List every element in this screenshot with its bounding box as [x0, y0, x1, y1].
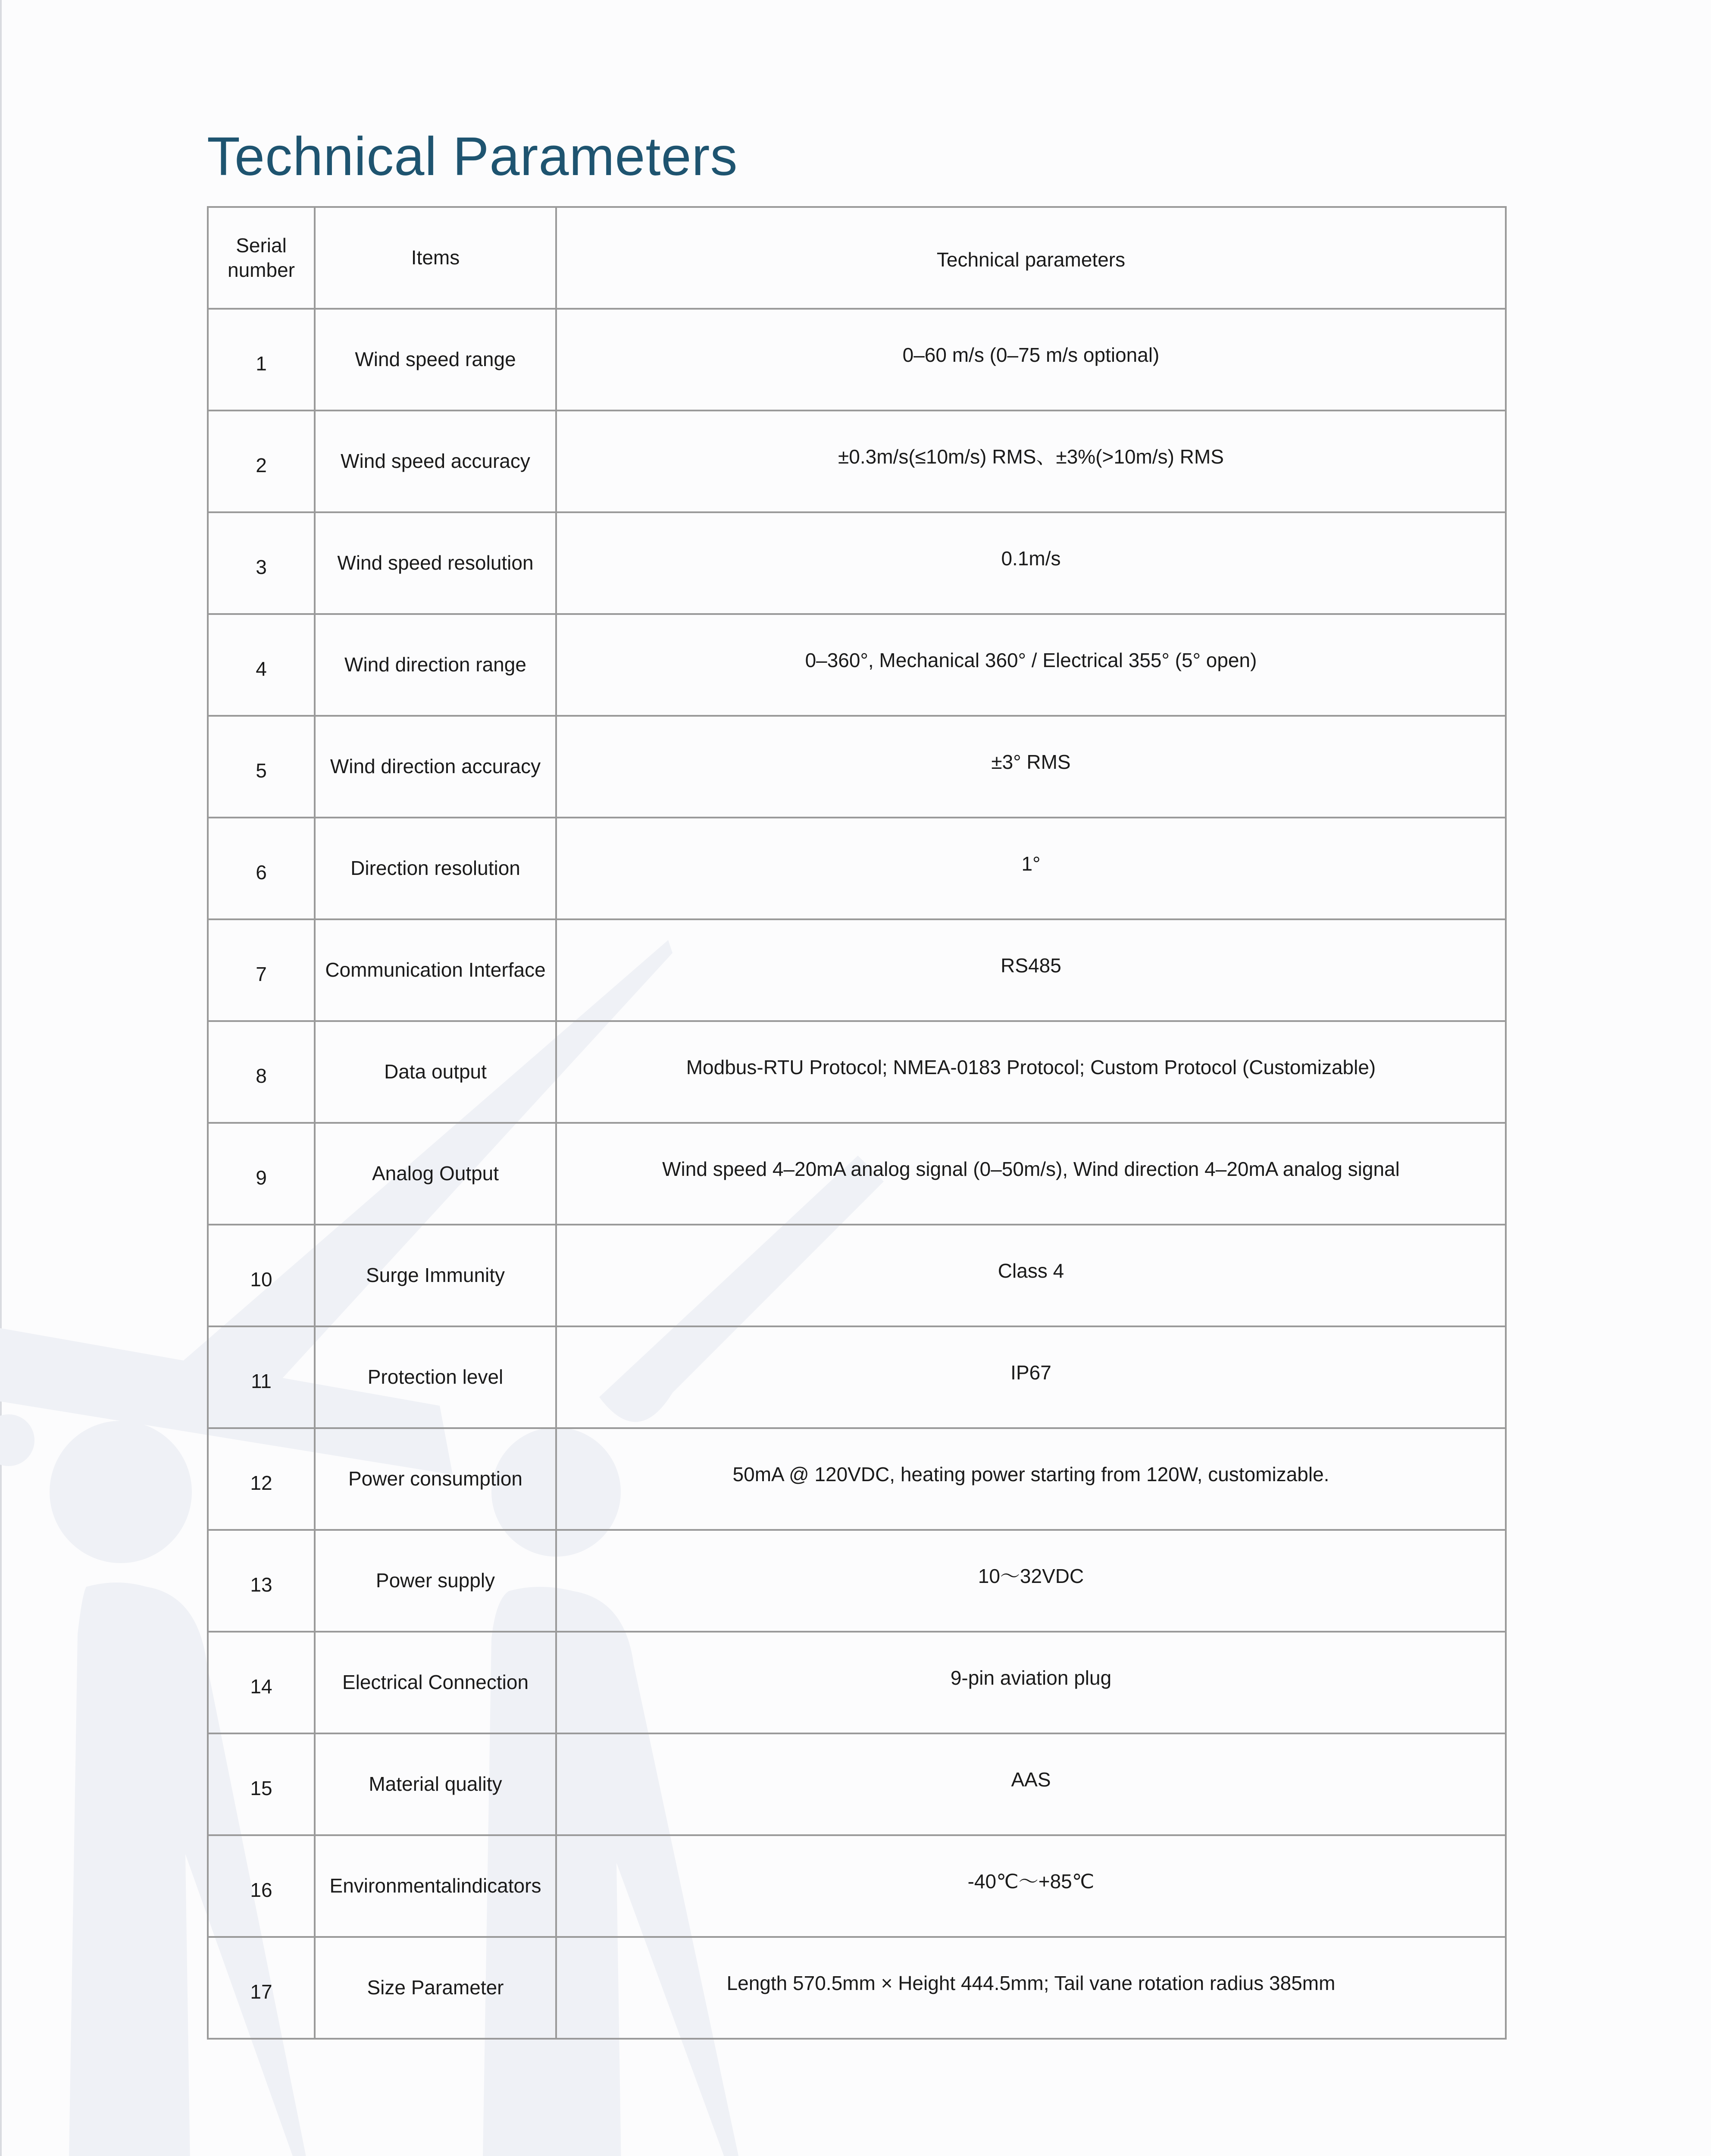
header-serial-number: Serial number — [208, 207, 315, 309]
item-cell — [315, 1428, 556, 1530]
serial-number: 5 — [256, 759, 267, 782]
item-cell — [315, 919, 556, 1021]
parameter-value: 10～32VDC — [978, 1565, 1084, 1588]
item-cell — [315, 1021, 556, 1123]
header-items: Items — [315, 207, 556, 309]
serial-number-cell — [208, 1021, 315, 1123]
item-cell — [315, 716, 556, 818]
parameter-value: ±0.3m/s(≤10m/s) RMS、±3%(>10m/s) RMS — [838, 445, 1224, 468]
table-row — [208, 919, 1506, 1021]
serial-number-cell — [208, 1937, 315, 2039]
item-cell — [315, 1530, 556, 1632]
parameter-cell — [556, 1326, 1506, 1428]
parameter-cell — [556, 1428, 1506, 1530]
table-row — [208, 1733, 1506, 1835]
item-label: Wind speed range — [355, 348, 516, 371]
item-cell — [315, 1326, 556, 1428]
table-row — [208, 1428, 1506, 1530]
parameter-cell — [556, 1021, 1506, 1123]
parameter-value: 50mA @ 120VDC, heating power starting from 120W, customizable. — [732, 1463, 1329, 1486]
parameter-value: 9-pin aviation plug — [950, 1667, 1112, 1689]
serial-number: 2 — [256, 454, 267, 477]
item-cell — [315, 512, 556, 614]
serial-number: 10 — [250, 1268, 272, 1291]
item-cell — [315, 1733, 556, 1835]
table-row — [208, 1225, 1506, 1326]
serial-number: 9 — [256, 1166, 267, 1189]
parameter-cell — [556, 309, 1506, 411]
item-label: Power consumption — [348, 1467, 522, 1490]
parameter-cell — [556, 1937, 1506, 2039]
parameter-cell — [556, 1733, 1506, 1835]
parameter-value: IP67 — [1010, 1361, 1051, 1384]
parameter-value: Class 4 — [998, 1260, 1064, 1282]
table-row — [208, 1530, 1506, 1632]
parameter-cell — [556, 1530, 1506, 1632]
table-row — [208, 1326, 1506, 1428]
serial-number-cell — [208, 512, 315, 614]
serial-number: 16 — [250, 1879, 272, 1902]
serial-number-cell — [208, 1123, 315, 1225]
serial-number: 3 — [256, 556, 267, 579]
table-row — [208, 818, 1506, 919]
serial-number: 8 — [256, 1065, 267, 1087]
table-row — [208, 716, 1506, 818]
parameter-value: AAS — [1011, 1768, 1051, 1791]
item-label: Wind speed accuracy — [341, 450, 530, 473]
technical-parameters-table — [207, 206, 1507, 2040]
serial-number-cell — [208, 1225, 315, 1326]
serial-number: 14 — [250, 1675, 272, 1698]
serial-number-cell — [208, 1428, 315, 1530]
item-label: Analog Output — [372, 1162, 499, 1185]
item-cell — [315, 614, 556, 716]
serial-number-cell — [208, 411, 315, 512]
serial-number-cell — [208, 716, 315, 818]
item-label: Electrical Connection — [342, 1671, 529, 1694]
table-row — [208, 512, 1506, 614]
parameter-value: Wind speed 4–20mA analog signal (0–50m/s), Wind direction 4–20mA analog signal — [662, 1158, 1400, 1181]
parameter-value: ±3° RMS — [991, 751, 1071, 774]
header-technical-parameters: Technical parameters — [556, 207, 1506, 309]
parameter-value: Modbus-RTU Protocol; NMEA-0183 Protocol; Custom Protocol (Customizable) — [686, 1056, 1376, 1079]
parameter-value: 0.1m/s — [1001, 547, 1061, 570]
table-row — [208, 1021, 1506, 1123]
serial-number-cell — [208, 919, 315, 1021]
item-label: Wind direction range — [344, 653, 526, 676]
item-label: Size Parameter — [367, 1976, 504, 1999]
parameter-cell — [556, 1123, 1506, 1225]
serial-number: 15 — [250, 1777, 272, 1800]
item-label: Power supply — [375, 1569, 495, 1592]
parameter-cell — [556, 716, 1506, 818]
parameter-cell — [556, 1632, 1506, 1733]
item-cell — [315, 1835, 556, 1937]
item-cell — [315, 411, 556, 512]
table-header-row — [208, 207, 1506, 309]
item-label: Wind direction accuracy — [330, 755, 541, 778]
serial-number: 7 — [256, 963, 267, 986]
table-row — [208, 1632, 1506, 1733]
serial-number: 4 — [256, 658, 267, 680]
item-label: Communication Interface — [325, 959, 546, 981]
table-row — [208, 309, 1506, 411]
item-label: Material quality — [369, 1773, 502, 1796]
serial-number: 12 — [250, 1472, 272, 1495]
page-title: Technical Parameters — [207, 126, 738, 187]
serial-number: 11 — [251, 1370, 272, 1393]
item-label: Direction resolution — [350, 857, 520, 880]
serial-number-cell — [208, 1326, 315, 1428]
parameter-value: 1° — [1021, 852, 1041, 875]
parameter-value: RS485 — [1001, 954, 1061, 977]
item-label: Protection level — [367, 1366, 504, 1388]
serial-number: 1 — [256, 352, 267, 375]
item-cell — [315, 1632, 556, 1733]
serial-number-cell — [208, 818, 315, 919]
table-row — [208, 1123, 1506, 1225]
serial-number-cell — [208, 1632, 315, 1733]
item-cell — [315, 1937, 556, 2039]
item-cell — [315, 1225, 556, 1326]
parameter-cell — [556, 411, 1506, 512]
item-label: Data output — [384, 1060, 487, 1083]
parameter-value: Length 570.5mm × Height 444.5mm; Tail vane rotation radius 385mm — [726, 1972, 1336, 1995]
parameter-value: -40℃～+85℃ — [967, 1870, 1095, 1893]
parameter-cell — [556, 1835, 1506, 1937]
table-row — [208, 1937, 1506, 2039]
serial-number: 13 — [250, 1573, 272, 1596]
parameter-value: 0–360°, Mechanical 360° / Electrical 355° (5° open) — [805, 649, 1257, 672]
serial-number: 6 — [256, 861, 267, 884]
parameter-cell — [556, 919, 1506, 1021]
table-row — [208, 1835, 1506, 1937]
parameter-cell — [556, 614, 1506, 716]
item-label: Wind speed resolution — [337, 552, 534, 574]
item-cell — [315, 818, 556, 919]
serial-number-cell — [208, 1530, 315, 1632]
item-cell — [315, 1123, 556, 1225]
parameter-cell — [556, 1225, 1506, 1326]
serial-number-cell — [208, 1835, 315, 1937]
table-row — [208, 411, 1506, 512]
item-label: Surge Immunity — [366, 1264, 505, 1287]
item-label: Environmentalindicators — [329, 1874, 541, 1897]
serial-number-cell — [208, 1733, 315, 1835]
serial-number-cell — [208, 614, 315, 716]
serial-number-cell — [208, 309, 315, 411]
parameter-cell — [556, 512, 1506, 614]
parameter-cell — [556, 818, 1506, 919]
serial-number: 17 — [250, 1981, 272, 2003]
item-cell — [315, 309, 556, 411]
parameter-value: 0–60 m/s (0–75 m/s optional) — [902, 344, 1160, 367]
table-row — [208, 614, 1506, 716]
